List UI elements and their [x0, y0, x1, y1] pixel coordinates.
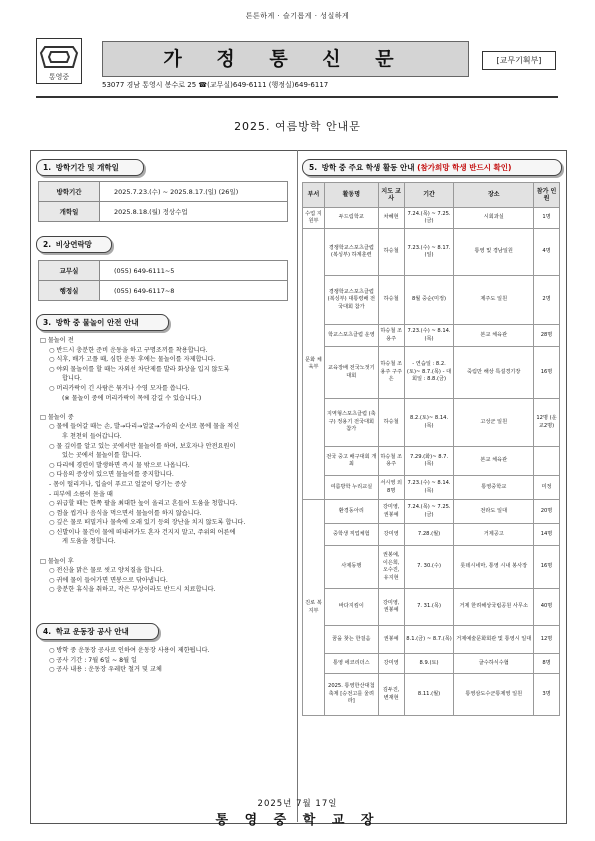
row-value: 2025.8.18.(월) 정상수업: [100, 202, 288, 222]
text-line: ○ 다리에 경련이 발생하면 즉시 물 밖으로 나옵니다.: [49, 461, 190, 469]
text-line: ○ 전신을 맑은 물로 씻고 양치질을 합니다.: [49, 567, 164, 575]
place-cell: 통영삼도수군통제영 일원: [454, 674, 534, 716]
count-cell: 12명: [534, 626, 560, 654]
place-cell: 롯데시네마, 통영 시내 봉사장: [454, 546, 534, 589]
activity-cell: 전국 중고 배구대회 개최: [324, 447, 378, 476]
period-cell: 7. 30.(수): [404, 546, 454, 589]
teacher-cell: 하승철: [378, 229, 404, 276]
table-row: [303, 208, 560, 229]
table-row: [39, 281, 288, 301]
period-cell: 7.23.(수) ~ 8.14.(목): [404, 476, 454, 500]
period-cell: - 연습일 : 8.2.(토)~ 8.7.(목) - 대회일 : 8.8.(금): [404, 347, 454, 399]
text-line: ○ 방학 중 운동장 공사로 인하여 운동장 사용이 제한됩니다.: [49, 647, 210, 654]
place-cell: 죽림만 해상 특설경기장: [454, 347, 534, 399]
teacher-cell: 하승철: [378, 399, 404, 447]
teacher-cell: 강미영: [378, 654, 404, 674]
column-header: 지도 교사: [378, 183, 404, 208]
activity-cell: 바다지킴이: [324, 589, 378, 626]
text-line: ○ 다음의 증상이 있으면 물놀이를 중지합니다.: [49, 471, 174, 479]
section-5-heading: [302, 159, 562, 176]
activity-cell: 꿈을 찾는 한걸음: [324, 626, 378, 654]
period-cell: 8.1.(금) ~ 8.7.(목): [404, 626, 454, 654]
teacher-cell: 하승철: [378, 276, 404, 325]
table-row: [303, 674, 560, 716]
row-key: 교무실: [39, 261, 100, 281]
school-motto: 튼튼하게 · 슬기롭게 · 성실하게: [245, 12, 350, 20]
text-line: □ 물놀이 중: [40, 413, 74, 421]
table-row: [303, 500, 560, 524]
text-line: ○ 머리카락이 긴 사람은 묶거나 수영 모자를 씁니다.: [49, 384, 190, 392]
teacher-cell: 하승철 조용주: [378, 325, 404, 347]
activity-cell: 학교스포츠클럽 운영: [324, 325, 378, 347]
text-line: ○ 위급할 때는 한쪽 팔을 최대한 높이 올리고 흔들어 도움을 청합니다.: [49, 500, 238, 508]
column-divider: [297, 150, 298, 822]
logo-text: 통영중: [48, 73, 70, 81]
table-row: [39, 202, 288, 222]
emergency-contact-table: [38, 260, 288, 301]
text-line: [40, 403, 295, 413]
teacher-cell: 강미영, 권봉예: [378, 589, 404, 626]
table-row: [303, 626, 560, 654]
table-row: [303, 276, 560, 325]
section-number: 5.: [309, 163, 318, 172]
text-line: 있는 곳에서 물놀이를 합니다.: [62, 452, 142, 460]
section-title: 비상연락망: [55, 240, 92, 249]
place-cell: 통영 및 경남일원: [454, 229, 534, 276]
activity-cell: 교육장배 전국노젓기대회: [324, 347, 378, 399]
section-2-heading: [36, 236, 112, 253]
school-logo: [36, 38, 82, 84]
text-line: 합니다.: [62, 375, 82, 383]
activity-cell: 두드림학교: [324, 208, 378, 229]
table-row: [39, 261, 288, 281]
place-cell: 통영중학교: [454, 476, 534, 500]
table-row: [303, 347, 560, 399]
text-line: ○ 충분한 휴식을 취하고, 작은 부상이라도 반드시 치료합니다.: [49, 586, 216, 594]
text-line: - 몸이 떨리거나, 입술이 푸르고 얼굴이 당기는 증상: [49, 480, 187, 488]
place-cell: 거제공고: [454, 524, 534, 546]
table-row: [303, 476, 560, 500]
period-cell: 7.28.(월): [404, 524, 454, 546]
activity-cell: 경쟁학교스포츠클럽 (복싱부) 대통령배 전국대회 참가: [324, 276, 378, 325]
count-cell: 8명: [534, 654, 560, 674]
section-3-heading: [36, 314, 169, 331]
place-cell: 거제예술문화회관 및 통영시 일대: [454, 626, 534, 654]
teacher-cell: 서시영 외 8명: [378, 476, 404, 500]
teacher-cell: 하승철 조용주 구주은: [378, 347, 404, 399]
count-cell: [534, 447, 560, 476]
water-safety-text: [40, 336, 295, 595]
table-row: [303, 399, 560, 447]
text-line: ○ 야외 물놀이를 할 때는 자외선 차단제를 발라 화상을 입지 않도록: [49, 365, 230, 373]
text-line: ○ 깊은 물로 떠밀거나 물속에 오래 있기 등의 장난을 치지 않도록 합니다.: [49, 519, 246, 527]
teacher-cell: 강미영, 권봉예: [378, 500, 404, 524]
department-cell: 문화 체육부: [303, 229, 325, 500]
place-cell: 굴수하식수협: [454, 654, 534, 674]
place-cell: 전라도 일대: [454, 500, 534, 524]
count-cell: 20명: [534, 500, 560, 524]
column-header: 기간: [404, 183, 454, 208]
count-cell: 2명: [534, 276, 560, 325]
teacher-cell: 권봉예, 이은희, 오수진, 유지현: [378, 546, 404, 589]
teacher-cell: 하승철 조용주: [378, 447, 404, 476]
section-number: 1.: [43, 163, 52, 172]
department-cell: 진로 복지부: [303, 500, 325, 716]
section-note: (참가희망 학생 반드시 확인): [417, 163, 512, 172]
section-4-heading: [36, 623, 159, 640]
text-line: [40, 547, 295, 557]
text-line: ○ 공사 내용 : 운동장 우레탄 철거 및 교체: [49, 666, 162, 674]
count-cell: 3명: [534, 674, 560, 716]
teacher-cell: 강미영: [378, 524, 404, 546]
section-title: 방학 중 물놀이 안전 안내: [55, 318, 139, 327]
count-cell: 12명 (운교2명): [534, 399, 560, 447]
row-value: (055) 649-6117~8: [100, 281, 288, 301]
department-label: [교무기획부]: [482, 51, 556, 70]
period-cell: 8.2.(토)~ 8.14.(목): [404, 399, 454, 447]
period-cell: 7.23.(수) ~ 8.17.(일): [404, 229, 454, 276]
activity-cell: 여름방학 누리교실: [324, 476, 378, 500]
section-number: 4.: [43, 627, 52, 636]
text-line: ○ 식후, 배가 고플 때, 심한 운동 후에는 물놀이를 자제합니다.: [49, 356, 216, 364]
table-row: [303, 524, 560, 546]
row-value: (055) 649-6111~5: [100, 261, 288, 281]
text-line: ○ 귀에 물이 들어가면 면봉으로 닦아냅니다.: [49, 576, 168, 584]
column-header: 장소: [454, 183, 534, 208]
count-cell: 16명: [534, 347, 560, 399]
table-row: [303, 546, 560, 589]
table-row: [303, 654, 560, 674]
count-cell: 16명: [534, 546, 560, 589]
teacher-cell: 김두진, 변재현: [378, 674, 404, 716]
text-line: (※ 물놀이 중에 머리카락이 목에 감길 수 있습니다.): [62, 394, 202, 402]
teacher-cell: 차혜현: [378, 208, 404, 229]
activity-cell: 지역형스포츠클럽 (축구) 정용기 전국대회 참가: [324, 399, 378, 447]
newsletter-title: 가 정 통 신 문: [102, 41, 469, 77]
activity-cell: 사제동행: [324, 546, 378, 589]
table-row: [303, 325, 560, 347]
header-divider: [36, 96, 558, 98]
count-cell: 1명: [534, 208, 560, 229]
section-number: 2.: [43, 240, 52, 249]
activity-cell: 통영 에코리더스: [324, 654, 378, 674]
document-title: 2025. 여름방학 안내문: [234, 120, 361, 133]
column-header: 부서: [303, 183, 325, 208]
row-key: 방학기간: [39, 182, 100, 202]
count-cell: 40명: [534, 589, 560, 626]
column-header: 참가 인원: [534, 183, 560, 208]
table-row: [303, 589, 560, 626]
section-title: 학교 운동장 공사 안내: [55, 627, 129, 636]
principal-signature: 통 영 중 학 교 장: [215, 813, 380, 828]
text-line: ○ 공사 기간 : 7월 6일 ~ 8월 일: [49, 656, 138, 664]
period-cell: 7.24.(목) ~ 7.25.(금): [404, 208, 454, 229]
place-cell: 거제 한려해상국립공원 사무소: [454, 589, 534, 626]
period-cell: 8.11.(월): [404, 674, 454, 716]
row-key: 행정실: [39, 281, 100, 301]
row-key: 개학일: [39, 202, 100, 222]
department-cell: 수업 지원부: [303, 208, 325, 229]
section-1-heading: [36, 159, 144, 176]
place-cell: 본교 체육관: [454, 447, 534, 476]
section-title: 방학기간 및 개학일: [55, 163, 119, 172]
issue-date: 2025년 7월 17일: [257, 799, 338, 809]
table-row: [39, 182, 288, 202]
column-header: 활동명: [324, 183, 378, 208]
table-row: [303, 447, 560, 476]
period-cell: 7.23.(수) ~ 8.14.(목): [404, 325, 454, 347]
place-cell: 시회과실: [454, 208, 534, 229]
school-address: 53077 경남 통영시 봉수로 25 ☎(교무실)649-6111 (행정실)649-6117: [102, 81, 329, 89]
activity-cell: 중학생 직업체험: [324, 524, 378, 546]
period-cell: 7. 31.(목): [404, 589, 454, 626]
text-line: ○ 신발이나 물건이 물에 떠내려가도 혼자 건지지 말고, 주위의 어른에: [49, 528, 236, 536]
text-line: □ 물놀이 후: [40, 557, 74, 565]
vacation-period-table: [38, 181, 288, 222]
place-cell: 본교 체육관: [454, 325, 534, 347]
period-cell: 7.24.(목) ~ 7.25.(금): [404, 500, 454, 524]
text-line: ○ 물 깊이를 알고 있는 곳에서만 물놀이를 하며, 보호자나 안전요원이: [49, 442, 236, 450]
section-number: 3.: [43, 318, 52, 327]
text-line: □ 물놀이 전: [40, 337, 74, 344]
count-cell: 28명: [534, 325, 560, 347]
activity-cell: 환경동아리: [324, 500, 378, 524]
period-cell: 8.9.(토): [404, 654, 454, 674]
row-value: 2025.7.23.(수) ~ 2025.8.17.(일) (26일): [100, 182, 288, 202]
text-line: 게 도움을 청합니다.: [62, 538, 116, 546]
place-cell: 고성군 일원: [454, 399, 534, 447]
teacher-cell: 권봉예: [378, 626, 404, 654]
text-line: - 피부에 소름이 돋을 때: [49, 490, 113, 498]
school-logo-icon: [37, 39, 81, 83]
count-cell: 미정: [534, 476, 560, 500]
text-line: ○ 물에 들어갈 때는 손, 발→다리→얼굴→가슴의 순서로 몸에 물을 적신: [49, 423, 240, 431]
text-line: ○ 껌을 씹거나 음식을 먹으면서 물놀이를 하지 않습니다.: [49, 509, 202, 517]
section-title: 방학 중 주요 학생 활동 안내: [321, 163, 415, 172]
text-line: ○ 반드시 충분한 준비 운동을 하고 구명조끼를 착용합니다.: [49, 346, 208, 354]
activity-cell: 2025. 통영한산대첩축제 [승전고를 울려라]: [324, 674, 378, 716]
count-cell: 14명: [534, 524, 560, 546]
table-header-row: [303, 183, 560, 208]
count-cell: 4명: [534, 229, 560, 276]
period-cell: 7.29.(화)~ 8.7.(목): [404, 447, 454, 476]
activities-table: [302, 182, 560, 716]
period-cell: 8월 중순(미정): [404, 276, 454, 325]
text-line: 후 천천히 들어갑니다.: [62, 432, 122, 440]
construction-notice-text: [40, 646, 295, 675]
place-cell: 제주도 일원: [454, 276, 534, 325]
activity-cell: 경쟁학교스포츠클럽 (복싱부) 하계훈련: [324, 229, 378, 276]
table-row: [303, 229, 560, 276]
